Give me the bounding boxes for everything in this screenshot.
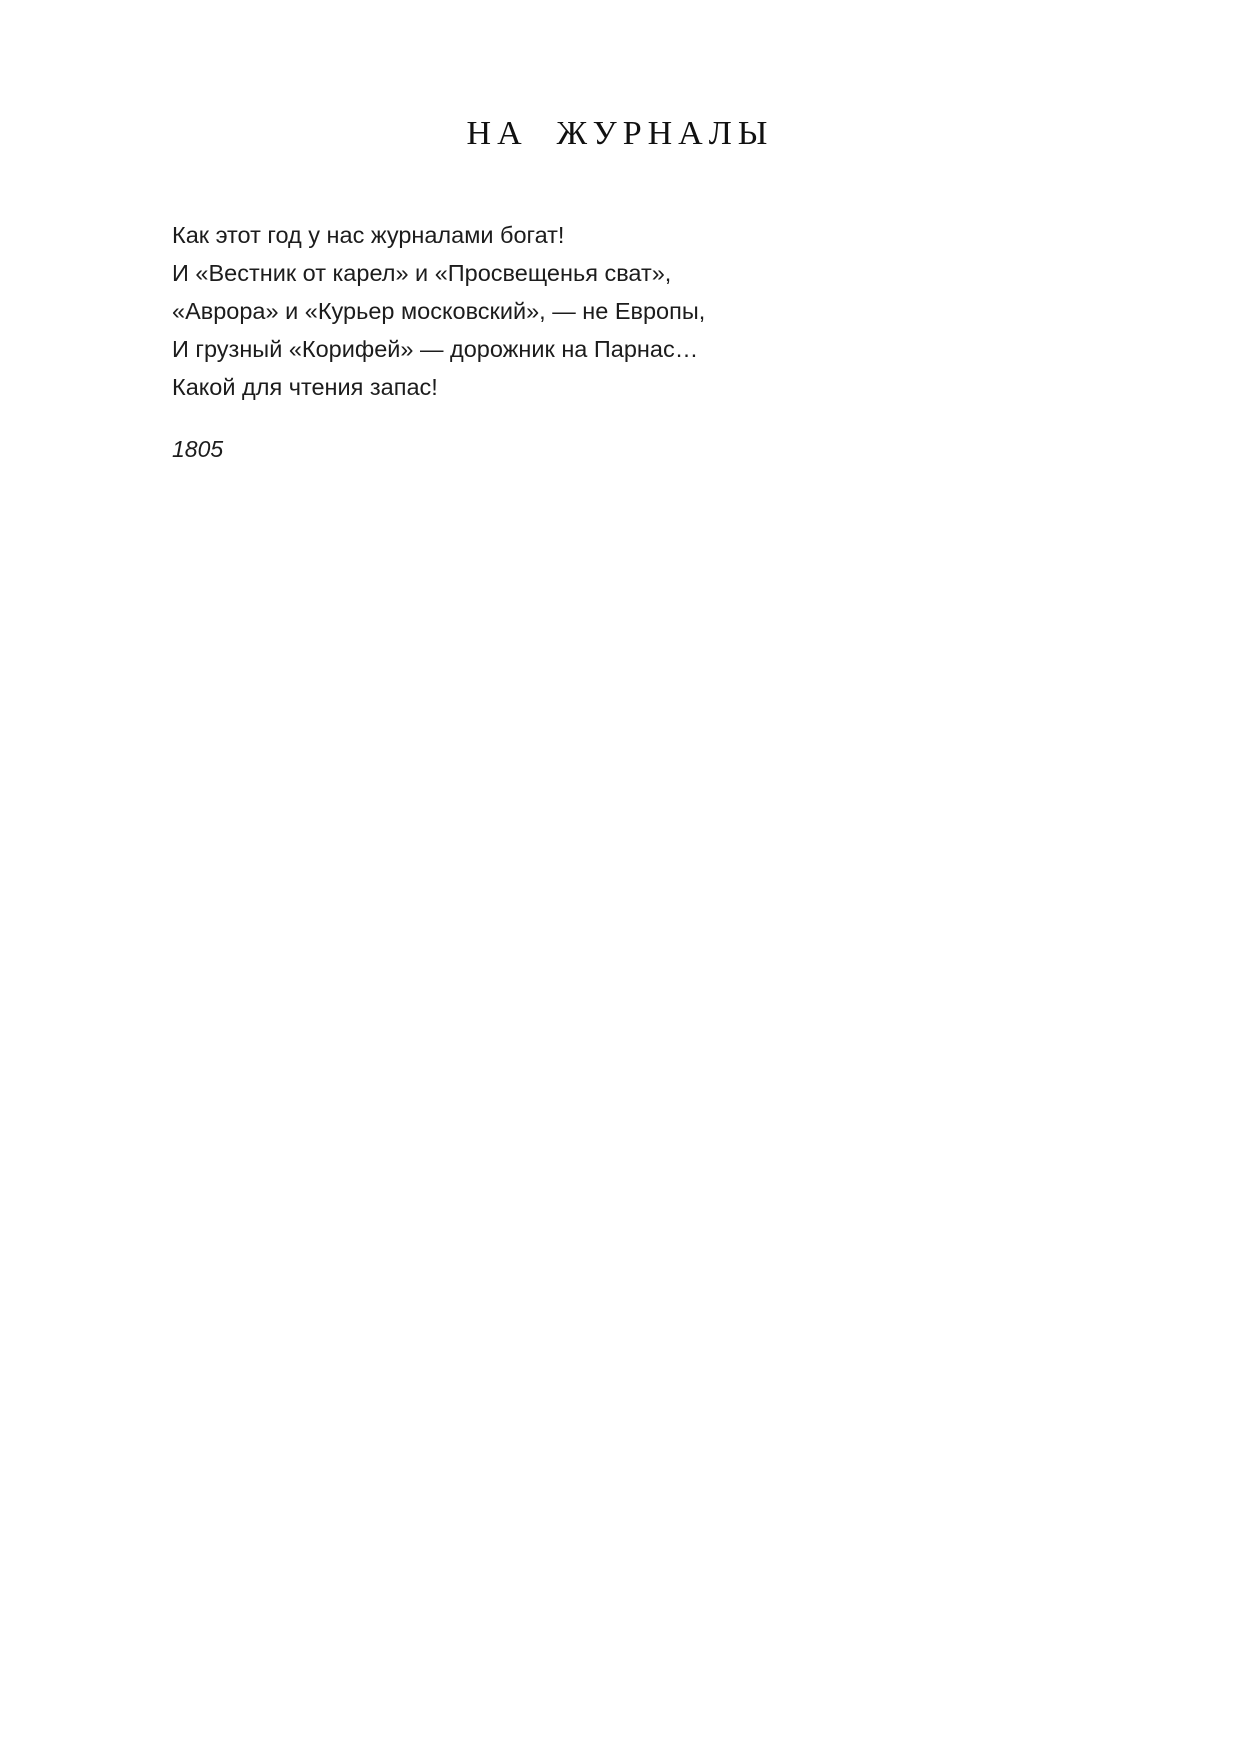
poem-line: И «Вестник от карел» и «Просвещенья сват», xyxy=(172,260,672,286)
poem-date: 1805 xyxy=(172,436,224,462)
poem-text-block xyxy=(172,216,1072,406)
poem-line: Как этот год у нас журналами богат! xyxy=(172,222,565,248)
page-title: НА ЖУРНАЛЫ xyxy=(466,114,774,152)
poem-line: Какой для чтения запас! xyxy=(172,374,438,400)
poem-line: «Аврора» и «Курьер московский», — не Европы, xyxy=(172,298,706,324)
poem-line: И грузный «Корифей» — дорожник на Парнас… xyxy=(172,336,699,362)
